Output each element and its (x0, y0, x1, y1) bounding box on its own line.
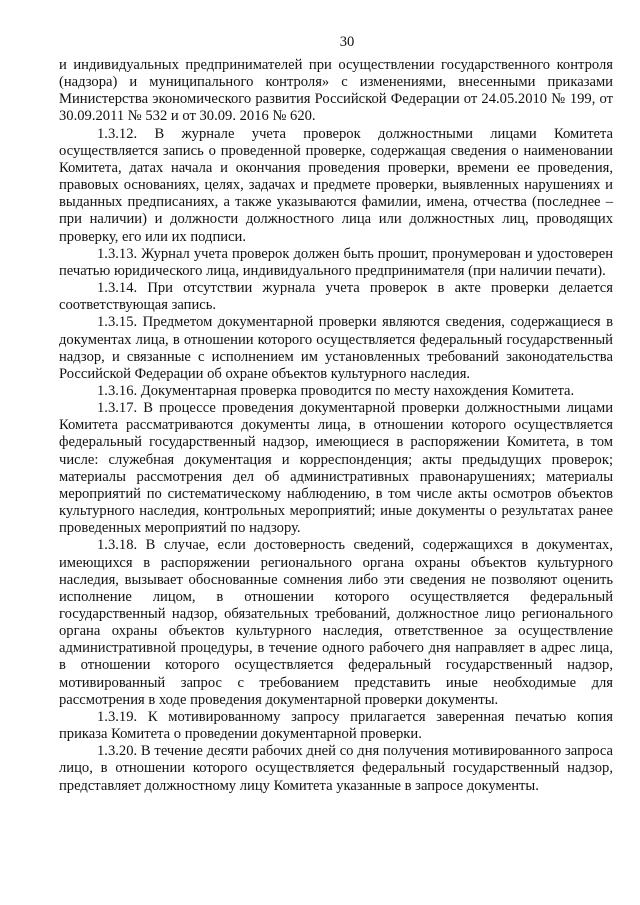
paragraph-1-3-20: 1.3.20. В течение десяти рабочих дней со дня получения мотивированного запроса лицо, в отношении которого осуществляется федеральный государственный надзор, представляет должностному лицу Комитета указанные в запросе документы. (59, 743, 613, 794)
paragraph-1-3-13: 1.3.13. Журнал учета проверок должен быть прошит, пронумерован и удостоверен печатью юридического лица, индивидуального предпринимателя (при наличии печати). (59, 245, 613, 279)
paragraph-1-3-18: 1.3.18. В случае, если достоверность сведений, содержащихся в документах, имеющихся в распоряжении регионального органа охраны объектов культурного наследия, вызывает обоснованные сомнения либо эти сведения не позволяют оценить исполнение лицом, в отношении которого осуществляется федеральный государственный надзор, обязательных требований, должностное лицо регионального органа охраны объектов культурного наследия, ответственное за осуществление административной процедуры, в течение одного рабочего дня направляет в адрес лица, в отношении которого осуществляется федеральный государственный надзор, мотивированный запрос с требованием представить иные необходимые для рассмотрения в ходе проведения документарной проверки документы. (59, 537, 613, 708)
paragraph-continuation: и индивидуальных предпринимателей при осуществлении государственного контроля (надзора) и муниципального контроля» с изменениями, внесенными приказами Министерства экономического развития Российской Федерации от 24.05.2010 № 199, от 30.09.2011 № 532 и от 30.09. 2016 № 620. (59, 57, 613, 125)
paragraph-1-3-16: 1.3.16. Документарная проверка проводится по месту нахождения Комитета. (97, 382, 575, 399)
page-number: 30 (339, 34, 355, 50)
paragraph-1-3-15: 1.3.15. Предметом документарной проверки являются сведения, содержащиеся в документах лица, в отношении которого осуществляется федеральный государственный надзор, и связанные с исполнением им установленных требований законодательства Российской Федерации об охране объектов культурного наследия. (59, 314, 613, 382)
paragraph-1-3-12: 1.3.12. В журнале учета проверок должностными лицами Комитета осуществляется запись о проведенной проверке, содержащая сведения о наименовании Комитета, датах начала и окончания проведения проверки, времени ее проведения, правовых основаниях, целях, задачах и предмете проверки, выявленных нарушениях и выданных предписаниях, а также указываются фамилии, имена, отчества (последнее – при наличии) и должности должностного лица или должностных лиц, проводящих проверку, его или их подписи. (59, 125, 613, 245)
paragraph-1-3-17: 1.3.17. В процессе проведения документарной проверки должностными лицами Комитета рассматриваются документы лица, в отношении которого осуществляется федеральный государственный надзор, имеющиеся в распоряжении Комитета, в том числе: служебная документация и корреспонденция; акты предыдущих проверок; материалы рассмотрения дел об административных правонарушениях; материалы мероприятий по систематическому наблюдению, в том числе акты осмотров объектов культурного наследия, контрольных мероприятий; иные документы о результатах ранее проведенных мероприятий по надзору. (59, 400, 613, 537)
paragraph-1-3-19: 1.3.19. К мотивированному запросу прилагается заверенная печатью копия приказа Комитета о проведении документарной проверки. (59, 708, 613, 743)
paragraph-1-3-14: 1.3.14. При отсутствии журнала учета проверок в акте проверки делается соответствующая запись. (59, 280, 613, 314)
